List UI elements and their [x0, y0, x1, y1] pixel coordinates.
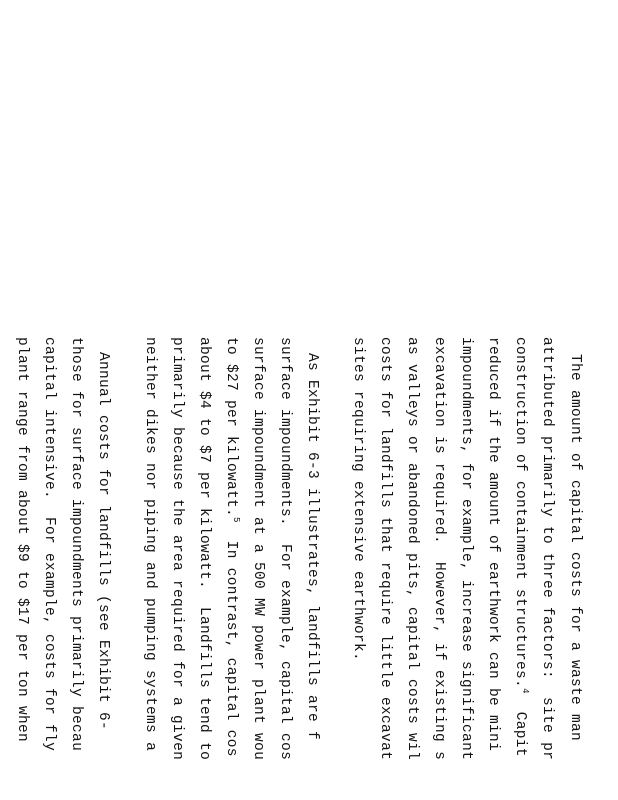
paragraph-2-line-7: neither dikes nor piping and pumping systems a — [142, 337, 158, 752]
paragraph-1-line-9: sites requiring extensive earthwork. — [350, 337, 366, 662]
paragraph-1-line-4: reduced if the amount of earthwork can be mini — [485, 337, 501, 752]
paragraph-1-line-5: impoundments, for example, increase significant — [458, 337, 474, 761]
paragraph-1-line-6: excavation is required. However, if existing s — [431, 337, 447, 761]
paragraph-2-line-6: primarily because the area required for a given — [169, 337, 185, 761]
paragraph-1-line-3-text: construction of containment structures. — [512, 337, 528, 689]
paragraph-3-line-4: plant range from about $9 to $17 per ton when — [14, 337, 30, 743]
paragraph-3-line-1: Annual costs for landfills (see Exhibit 6- — [95, 352, 111, 731]
paragraph-1-line-3 — [513, 337, 528, 757]
paragraph-2-line-2: surface impoundments. For example, capital cos — [277, 337, 293, 761]
paragraph-1-line-8: costs for landfills that require little excavat — [377, 337, 393, 761]
paragraph-2-line-4 — [224, 337, 239, 757]
footnote-4: 4 — [520, 688, 530, 694]
paragraph-1-line-2: attributed primarily to three factors: site pr — [539, 337, 555, 761]
paragraph-3-line-3: capital intensive. For example, costs for fly — [41, 337, 57, 752]
footnote-5: 5 — [231, 517, 241, 523]
paragraph-2-line-5: about $4 to $7 per kilowatt. Landfills tend to — [196, 337, 212, 761]
paragraph-1-line-7: as valleys or abandoned pits, capital costs wil — [404, 337, 420, 761]
paragraph-2-line-3: surface impoundment at a 500 MW power plant wou — [250, 337, 266, 761]
paragraph-1-line-1: The amount of capital costs for a waste man — [567, 354, 583, 742]
paragraph-2-line-4-text: to $27 per kilowatt. — [223, 337, 239, 518]
paragraph-3-line-2: those for surface impoundments primarily becau — [68, 337, 84, 752]
paragraph-2-line-1: As Exhibit 6-3 illustrates, landfills are f — [304, 353, 320, 741]
paragraph-1-line-3-tail: Capit — [512, 693, 528, 757]
paragraph-2-line-4-tail: In contrast, capital cos — [223, 522, 239, 757]
